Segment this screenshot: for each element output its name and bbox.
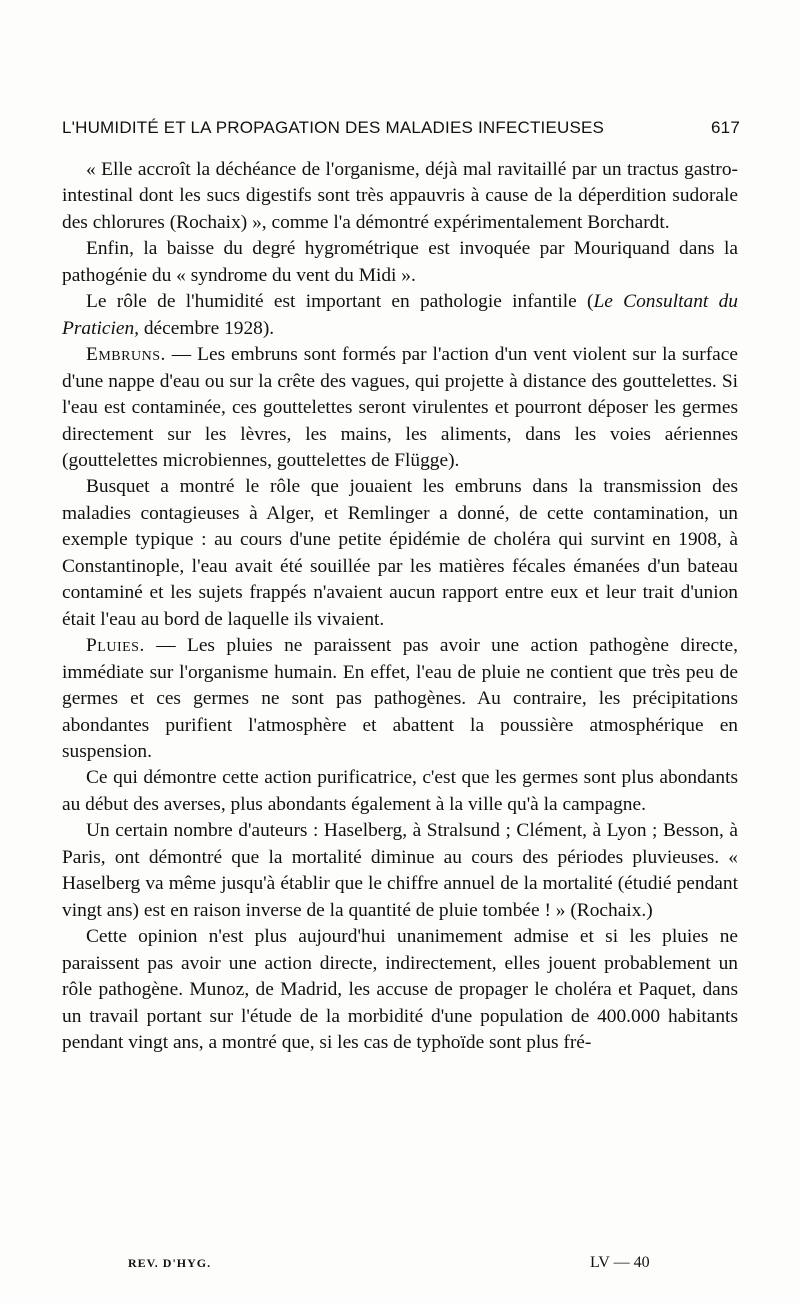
page-footer <box>62 1256 662 1278</box>
running-header <box>62 118 740 142</box>
paragraph: Enfin, la baisse du degré hygrométrique est invoquée par Mouriquand dans la pathogénie du « syndrome du vent du Midi ». <box>62 238 738 286</box>
body-text <box>62 157 738 1056</box>
paragraph: « Elle accroît la déchéance de l'organisme, déjà mal ravitaillé par un tractus gastro-intestinal dont les sucs digestifs sont très appauvris à cause de la déperdition sudorale des chlorures (Rochaix) », comme l'a démontré expérimentalement Borchardt. <box>62 159 738 233</box>
section-heading-embruns: Embruns. <box>86 344 166 366</box>
paragraph <box>62 633 738 765</box>
paragraph <box>62 289 738 342</box>
volume-signature: LV — 40 <box>590 1254 650 1271</box>
journal-abbreviation: REV. D'HYG. <box>128 1256 212 1270</box>
paragraph: Un certain nombre d'auteurs : Haselberg, à Stralsund ; Clément, à Lyon ; Besson, à Paris, ont démontré que la mortalité diminue au cours des périodes pluvieuses. « Haselberg va même jusqu'à établir que le chiffre annuel de la mortalité (étudié pendant vingt ans) est en raison inverse de la quantité de pluie tombée ! » (Rochaix.) <box>62 820 738 921</box>
paragraph: Ce qui démontre cette action purificatrice, c'est que les germes sont plus abondants au début des averses, plus abondants également à la ville qu'à la campagne. <box>62 767 738 815</box>
paragraph-text: — Les embruns sont formés par l'action d'un vent violent sur la surface d'une nappe d'eau ou sur la crête des vagues, qui projette à distance des gouttelettes. Si l'eau est contaminée, ces gouttelettes seront virulentes et pourront déposer les germes directement sur les lèvres, les mains, les aliments, dans les voies aériennes (gouttelettes microbiennes, gouttelettes de Flügge). <box>62 344 738 471</box>
running-title: L'HUMIDITÉ ET LA PROPAGATION DES MALADIES INFECTIEUSES <box>62 118 605 137</box>
paragraph: Busquet a montré le rôle que jouaient les embruns dans la transmission des maladies contagieuses à Alger, et Remlinger a donné, de cette contamination, un exemple typique : au cours d'une petite épidémie de choléra qui survint en 1908, à Constantinople, l'eau avait été souillée par les matières fécales émanées d'un bateau contaminé et les sujets frappés n'avaient aucun rapport entre eux et leur trait d'union était l'eau au bord de laquelle ils vivaient. <box>62 476 738 630</box>
paragraph: Cette opinion n'est plus aujourd'hui unanimement admise et si les pluies ne paraissent pas avoir une action directe, indirectement, elles jouent probablement un rôle pathogène. Munoz, de Madrid, les accuse de propager le choléra et Paquet, dans un travail portant sur l'étude de la morbidité d'une population de 400.000 habitants pendant vingt ans, a montré que, si les cas de typhoïde sont plus fré- <box>62 926 738 1053</box>
paragraph-text: Le rôle de l'humidité est important en pathologie infantile ( <box>86 291 594 313</box>
paragraph-text: décembre 1928). <box>139 317 275 339</box>
paragraph <box>62 342 738 474</box>
paragraph-text: — Les pluies ne paraissent pas avoir une action pathogène directe, immédiate sur l'organisme humain. En effet, l'eau de pluie ne contient que très peu de germes et ces germes ne sont pas pathogènes. Au contraire, les précipitations abondantes purifient l'atmosphère et abattent la poussière atmosphérique en suspension. <box>62 635 738 762</box>
citation-title: Le Consultant du Praticien, <box>62 291 738 339</box>
section-heading-pluies: Pluies. <box>86 635 145 657</box>
page-number: 617 <box>711 118 740 137</box>
